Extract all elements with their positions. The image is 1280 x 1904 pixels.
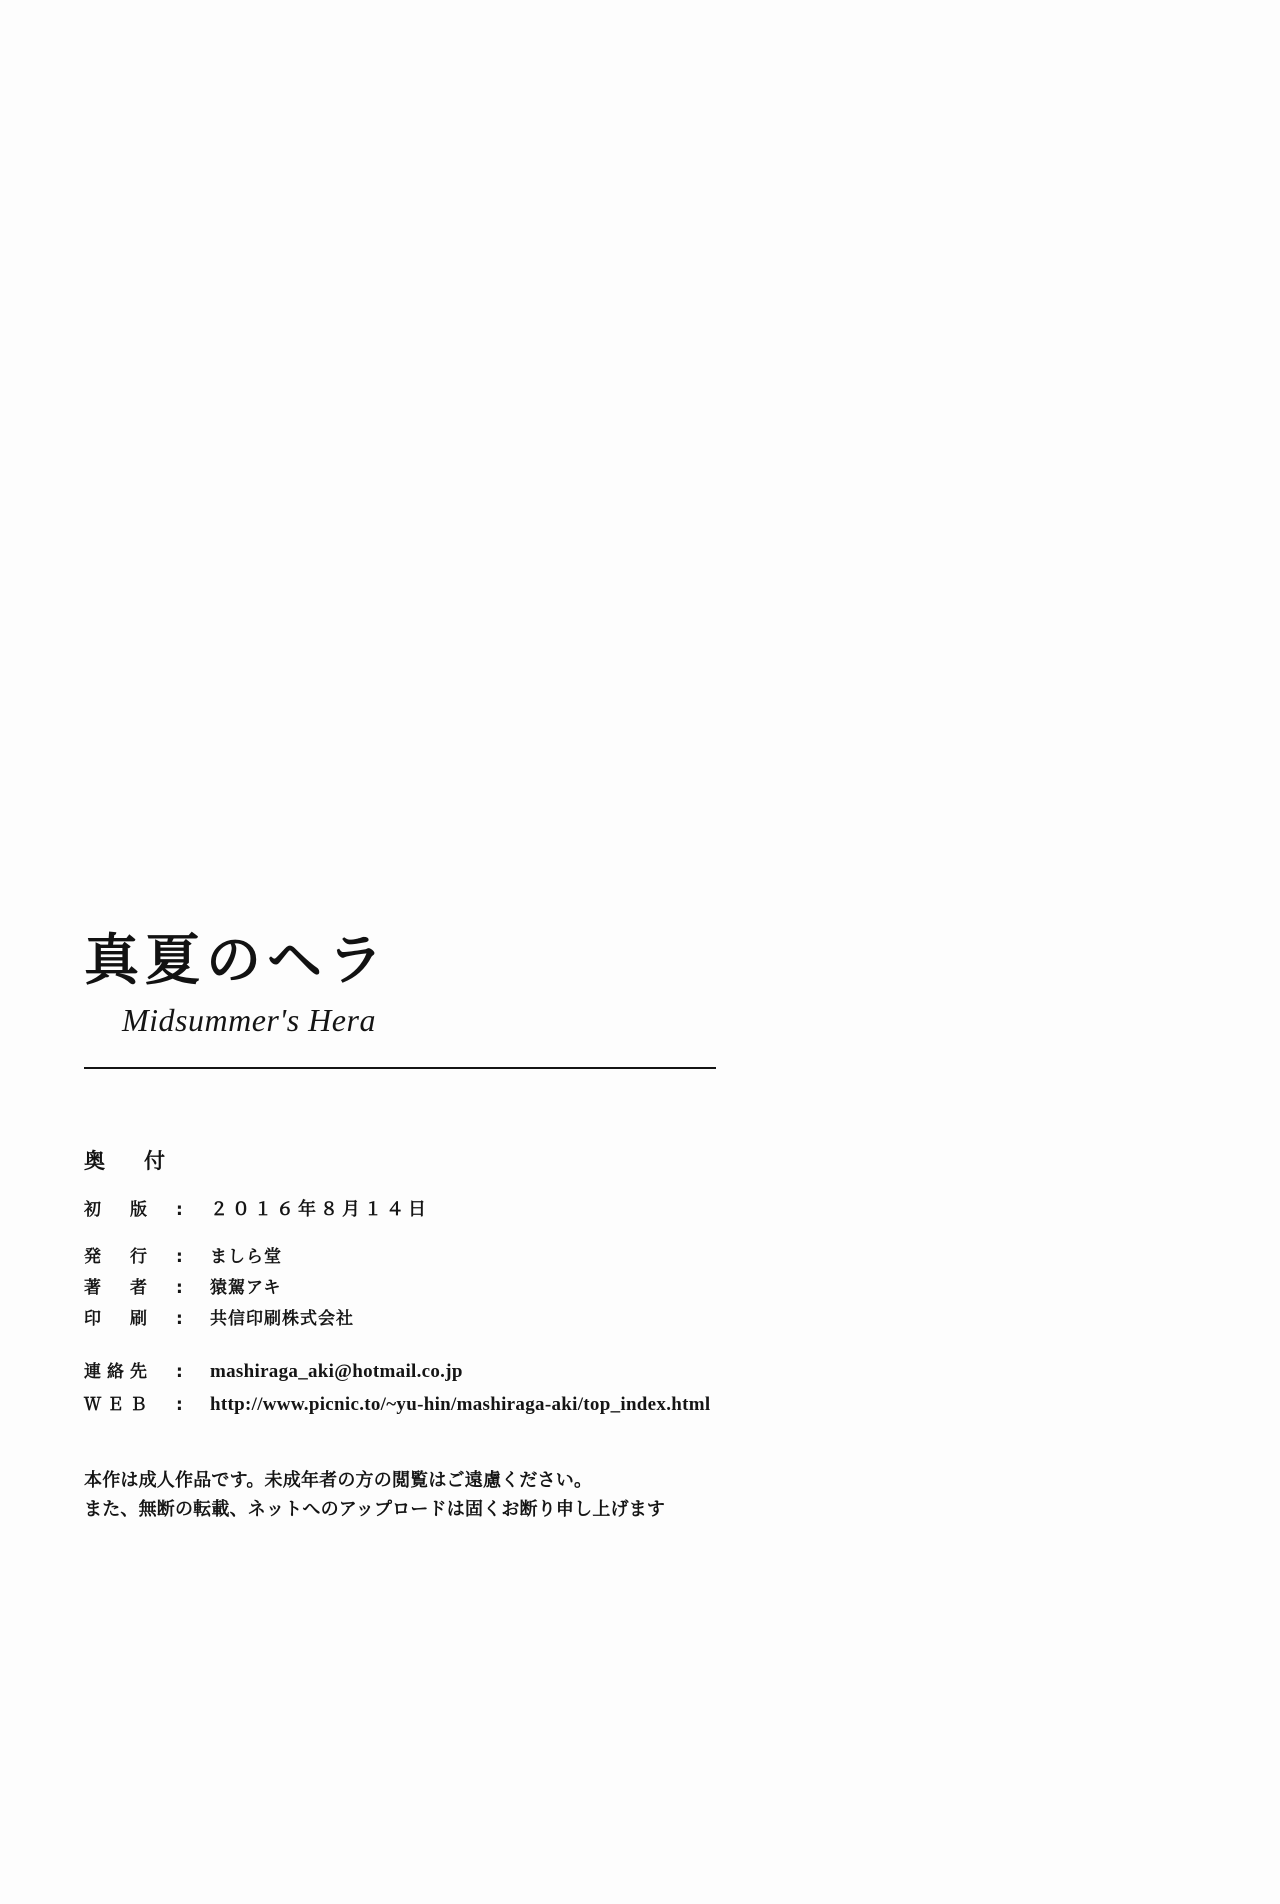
metadata-row-printer: [84, 1308, 784, 1329]
metadata-value: 共信印刷株式会社: [210, 1308, 354, 1329]
metadata-colon: :: [176, 1277, 183, 1298]
metadata-key: ＷＥＢ: [84, 1394, 153, 1415]
metadata-value: ましら堂: [210, 1246, 282, 1267]
page-title-japanese: 真夏のヘラ: [84, 928, 390, 992]
adult-content-notice: [84, 1466, 784, 1524]
metadata-row-publisher: [84, 1246, 784, 1267]
metadata-colon: :: [176, 1308, 183, 1329]
metadata-key: 印 刷: [84, 1308, 153, 1329]
metadata-row-first-edition: [84, 1198, 784, 1220]
metadata-value: ２０１６年８月１４日: [210, 1198, 430, 1220]
metadata-key: 著 者: [84, 1277, 153, 1298]
spacer: [84, 1342, 784, 1362]
metadata-key: 初 版: [84, 1199, 153, 1220]
metadata-colon: :: [176, 1199, 183, 1220]
divider: [84, 1067, 716, 1069]
notice-line-1: 本作は成人作品です。未成年者の方の閲覧はご遠慮ください。: [84, 1469, 593, 1491]
spacer: [84, 1233, 784, 1249]
metadata-row-website: [84, 1395, 784, 1414]
section-heading-colophon: 奥 付: [84, 1148, 174, 1173]
page-title-english: Midsummer's Hera: [122, 1001, 376, 1038]
metadata-value: 猿駕アキ: [210, 1277, 282, 1298]
metadata-key: 連絡先: [84, 1361, 153, 1382]
metadata-colon: :: [176, 1394, 183, 1415]
notice-line-2: また、無断の転載、ネットへのアップロードは固くお断り申し上げます: [84, 1498, 666, 1520]
metadata-value-url: http://www.picnic.to/~yu-hin/mashiraga-aki/top_index.html: [210, 1393, 711, 1415]
metadata-key: 発 行: [84, 1246, 153, 1267]
metadata-row-author: [84, 1277, 784, 1298]
metadata-colon: :: [176, 1361, 183, 1382]
colophon-block: [84, 930, 784, 1524]
metadata-value-email: mashiraga_aki@hotmail.co.jp: [210, 1360, 463, 1382]
colophon-metadata-list: [84, 1198, 784, 1415]
metadata-row-contact-email: [84, 1362, 784, 1381]
metadata-colon: :: [176, 1246, 183, 1267]
